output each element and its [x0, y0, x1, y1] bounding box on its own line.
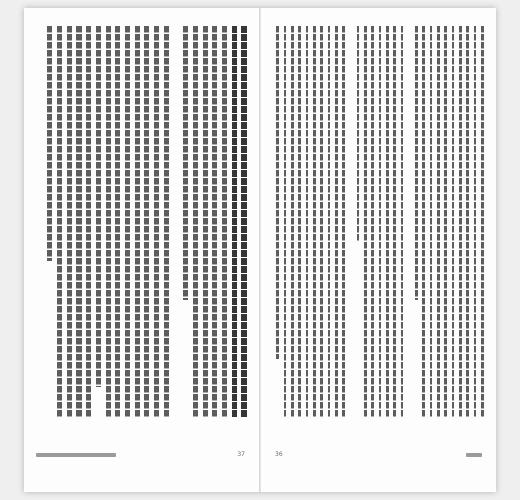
running-head-line	[36, 453, 116, 457]
text-column	[182, 26, 190, 418]
text-column	[85, 26, 93, 418]
text-line	[328, 26, 331, 418]
text-line	[386, 26, 389, 418]
text-column	[319, 26, 325, 418]
text-line	[481, 26, 484, 418]
text-column	[304, 26, 310, 418]
text-line	[135, 26, 140, 418]
left-page	[24, 8, 260, 492]
text-column	[290, 26, 296, 418]
text-line	[422, 26, 425, 418]
text-column	[370, 26, 376, 418]
text-line	[474, 26, 477, 418]
text-line	[401, 26, 404, 418]
text-column	[123, 26, 131, 418]
text-line	[364, 26, 367, 418]
text-line	[393, 26, 396, 418]
right-running-head	[466, 452, 482, 458]
text-line	[437, 26, 440, 418]
text-column	[450, 26, 456, 418]
right-page	[260, 8, 496, 492]
right-page-number: 36	[275, 451, 283, 458]
left-running-head	[36, 452, 116, 458]
text-column	[46, 26, 54, 418]
text-line	[57, 26, 62, 418]
right-page-text-columns	[275, 26, 485, 418]
text-column	[275, 26, 281, 418]
text-column	[421, 26, 427, 418]
text-line	[164, 26, 169, 418]
text-column	[457, 26, 463, 418]
text-column	[465, 26, 471, 418]
text-line	[313, 26, 316, 418]
text-column	[479, 26, 485, 418]
text-line	[415, 26, 418, 300]
text-line	[291, 26, 294, 418]
text-column	[133, 26, 141, 418]
text-column	[436, 26, 442, 418]
text-line	[193, 26, 198, 418]
text-column	[384, 26, 390, 418]
text-line	[67, 26, 72, 418]
text-column	[363, 26, 369, 418]
text-line	[106, 26, 111, 418]
text-column	[377, 26, 383, 418]
text-column	[191, 26, 199, 418]
text-column	[56, 26, 64, 418]
text-line	[298, 26, 301, 418]
text-column	[94, 26, 102, 418]
text-line	[459, 26, 462, 418]
text-column	[162, 26, 170, 418]
text-line	[212, 26, 217, 418]
text-line	[76, 26, 81, 418]
text-line	[203, 26, 208, 418]
text-column	[392, 26, 398, 418]
text-line	[306, 26, 309, 418]
text-column	[341, 26, 347, 418]
text-line	[430, 26, 433, 418]
running-head-line	[466, 453, 482, 457]
text-line	[115, 26, 120, 418]
text-column	[36, 26, 44, 418]
text-column	[153, 26, 161, 418]
text-column	[172, 26, 180, 418]
text-column	[75, 26, 83, 418]
text-column	[201, 26, 209, 418]
text-column	[326, 26, 332, 418]
text-column	[443, 26, 449, 418]
text-line	[222, 26, 227, 418]
text-column	[114, 26, 122, 418]
text-line	[183, 26, 188, 300]
text-line	[125, 26, 130, 418]
text-line	[320, 26, 323, 418]
text-line	[47, 26, 52, 261]
text-column	[333, 26, 339, 418]
text-column	[355, 26, 361, 418]
text-column	[406, 26, 412, 418]
text-line	[371, 26, 374, 418]
text-line	[342, 26, 345, 418]
text-column	[143, 26, 151, 418]
text-line	[144, 26, 149, 418]
text-column	[472, 26, 478, 418]
text-column	[220, 26, 228, 418]
text-line	[86, 26, 91, 418]
text-column	[297, 26, 303, 418]
book-spread	[24, 8, 496, 492]
text-line	[452, 26, 455, 418]
text-column	[428, 26, 434, 418]
left-page-text-columns	[36, 26, 248, 418]
text-column	[399, 26, 405, 418]
text-line	[241, 26, 246, 418]
text-column	[230, 26, 238, 418]
text-column	[104, 26, 112, 418]
text-column	[282, 26, 288, 418]
text-line	[357, 26, 360, 242]
left-page-number: 37	[237, 451, 245, 458]
text-line	[379, 26, 382, 418]
text-column	[311, 26, 317, 418]
text-line	[96, 26, 101, 387]
text-column	[211, 26, 219, 418]
text-column	[414, 26, 420, 418]
text-line	[284, 26, 287, 418]
text-column	[240, 26, 248, 418]
text-column	[348, 26, 354, 418]
text-line	[335, 26, 338, 418]
text-line	[444, 26, 447, 418]
text-line	[232, 26, 237, 418]
text-line	[276, 26, 279, 359]
text-column	[65, 26, 73, 418]
text-line	[466, 26, 469, 418]
text-line	[154, 26, 159, 418]
